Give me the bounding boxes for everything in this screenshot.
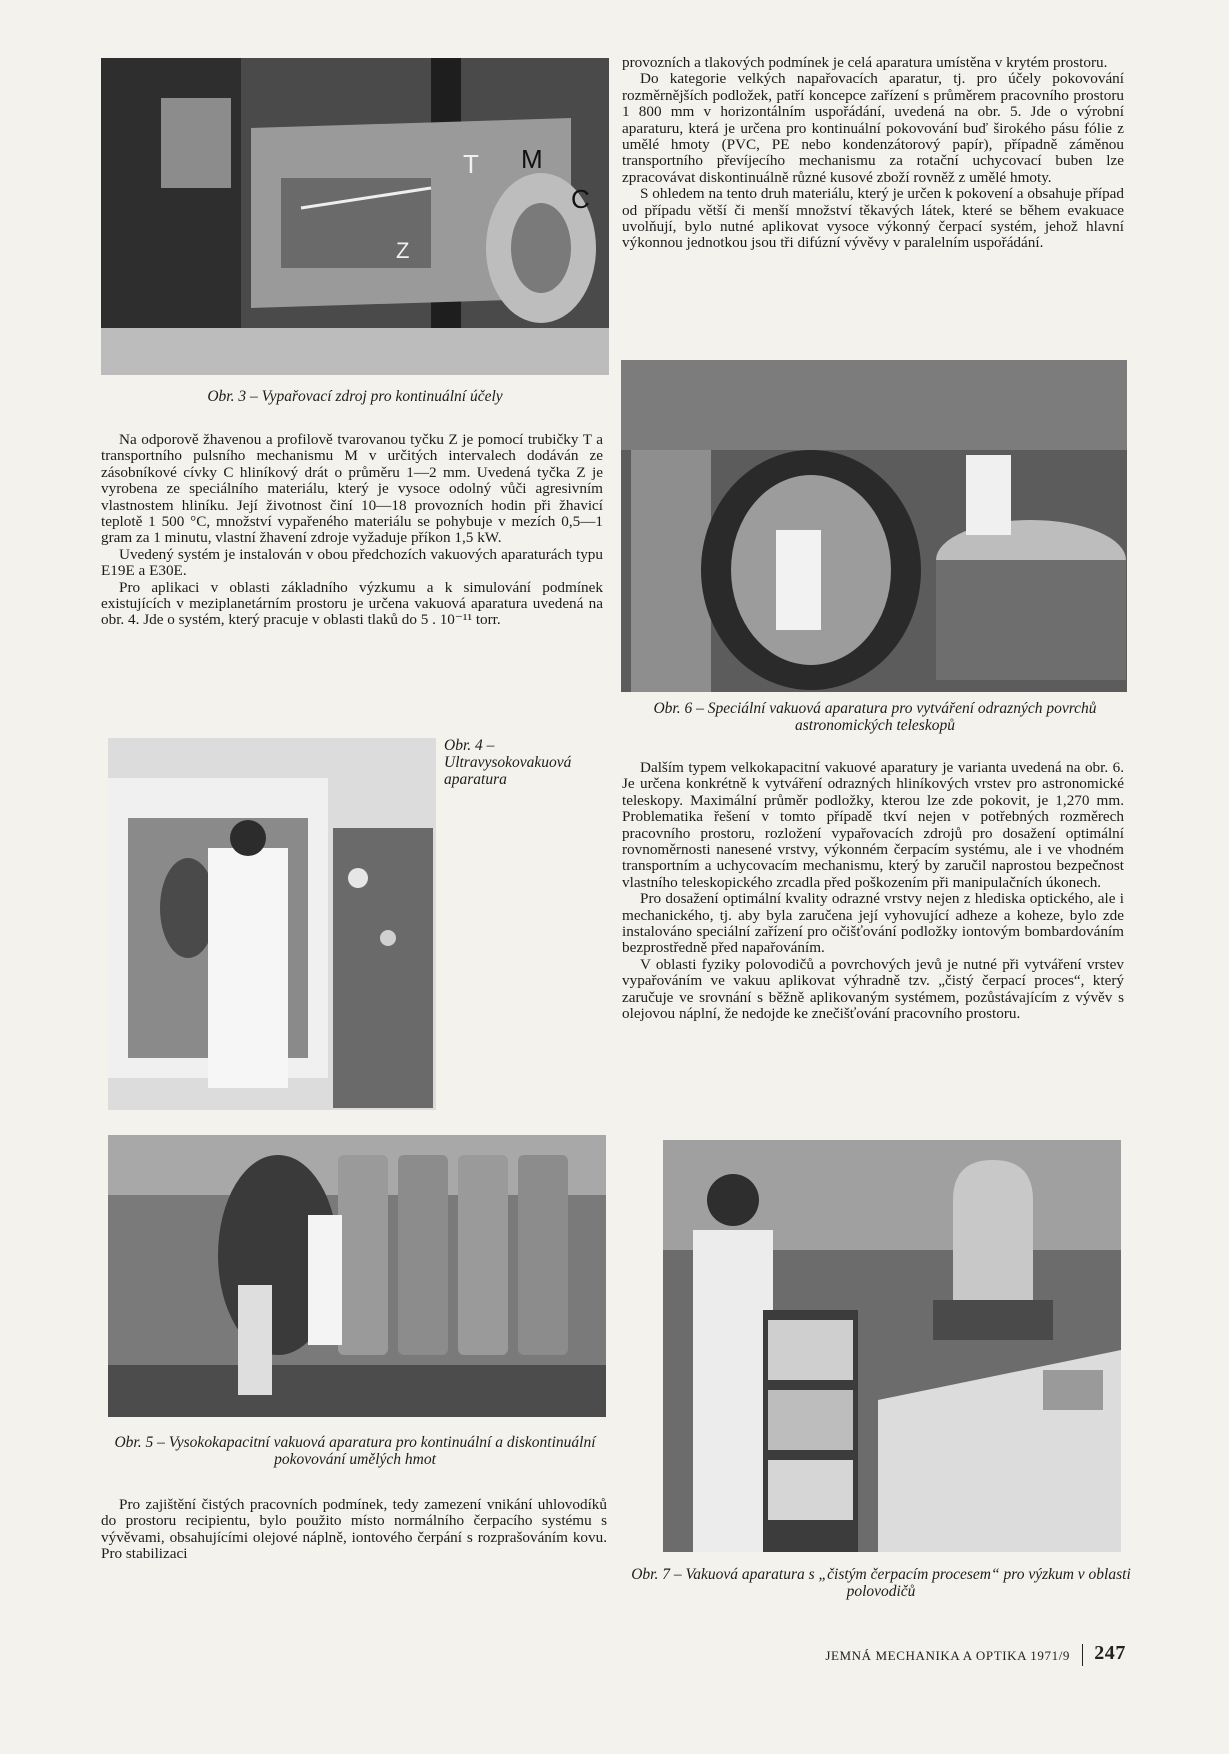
fig4-photo <box>108 738 436 1110</box>
page-footer <box>820 1642 1140 1668</box>
paragraph: provozních a tlakových podmínek je celá aparatura umístěna v krytém prostoru. <box>622 54 1108 71</box>
fig3-label-t: T <box>463 149 479 179</box>
footer-divider <box>1082 1644 1084 1666</box>
fig3-label-m: M <box>521 144 543 174</box>
fig6-caption: Obr. 6 – Speciální vakuová aparatura pro vytváření odrazných povrchů astronomických teleskopů <box>653 700 1097 734</box>
fig4-caption: Obr. 4 – Ultravysokovakuová aparatura <box>444 737 572 788</box>
fig3-caption: Obr. 3 – Vypařovací zdroj pro kontinuální účely <box>207 388 503 405</box>
fig5-photo <box>108 1135 606 1417</box>
fig3-photo <box>101 58 609 375</box>
fig7-photo <box>663 1140 1121 1552</box>
paragraph: V oblasti fyziky polovodičů a povrchových jevů je nutné při vytváření vrstev vypařováním ve vakuu aplikovat výhradně tzv. „čistý čerpací proces“, který zaručuje ve srovnání s běžně aplikovaným systémem, pozůstávajícím z vývěv s olejovou náplní, že nedojde ke znečišťování pracovního prostoru. <box>622 955 1124 1023</box>
fig5-illustration <box>108 1135 606 1417</box>
fig5-caption: Obr. 5 – Vysokokapacitní vakuová aparatura pro kontinuální a diskontinuální pokovování umělých hmot <box>114 1434 596 1468</box>
journal-title: JEMNÁ MECHANIKA A OPTIKA 1971/9 <box>825 1648 1070 1663</box>
left-column-middle-text <box>101 432 603 629</box>
paragraph: Na odporově žhavenou a profilově tvarovanou tyčku Z je pomocí trubičky T a transportního pulsního mechanismu M v určitých intervalech dodáván ze zásobníkové cívky C hliníkový drát o průměru 1—2 mm. Uvedená tyčka Z je vyrobena ze speciálního materiálu, který je vysoce odolný vůči agresivním vlastnostem hliníku. Její životnost činí 10—18 provozních hodin při žhavicí teplotě 1 500 °C, množství vypařeného materiálu se pohybuje v mezích 0,5—1 gram za 1 minutu, vlastní žhavení zdroje vyžaduje příkon 1,5 kW. <box>101 431 603 547</box>
paragraph: Dalším typem velkokapacitní vakuové aparatury je varianta uvedená na obr. 6. Je určena konkrétně k vytváření odrazných hliníkových vrstev pro astronomické teleskopy. Maximální průměr podložky, kterou lze zde pokovit, je 1,270 mm. Problematika řešení v tomto případě tkví nejen v potřebných rozměrech pracovního prostoru, rozložení vypařovacích zdrojů pro dosažení optimální rovnoměrnosti nanesené vrstvy, výkonném čerpacím systému, ale i ve vhodném transportním a uchycovacím mechanismu, který by zaručil naprostou bezpečnost vlastního teleskopického zrcadla před poškozením při manipulačních úkonech. <box>622 759 1124 891</box>
paragraph: Do kategorie velkých napařovacích aparatur, tj. pro účely pokovování rozměrnějších podložek, patří koncepce zařízení s průměrem pracovního prostoru 1 800 mm v horizontálním uspořádání, uvedená na obr. 5. Jde o výrobní aparaturu, která je určena pro kontinuální pokovování buď širokého pásu fólie z umělé hmoty (PVC, PE nebo kondenzátorový papír), případně záměnou transportního převíjecího mechanismu za rotační uchycovací buben lze zpracovávat diskontinuálně různé kusové zboží rovněž z umělé hmoty. <box>622 70 1124 186</box>
left-column-bottom-text <box>101 1497 607 1563</box>
right-column-top-text <box>622 55 1124 252</box>
paragraph: Uvedený systém je instalován v obou předchozích vakuových aparaturách typu E19E a E30E. <box>101 545 603 580</box>
fig3-label-z: Z <box>396 238 410 263</box>
fig6-illustration <box>621 360 1127 692</box>
paragraph: Pro zajištění čistých pracovních podmínek, tedy zamezení vnikání uhlovodíků do prostoru recipientu, bylo použito místo normálního čerpacího systému s vývěvami, obsahujícími olejové náplně, iontového čerpání s rozprašováním kovu. Pro stabilizaci <box>101 1496 607 1563</box>
fig7-caption: Obr. 7 – Vakuová aparatura s „čistým čerpacím procesem“ pro výzkum v oblasti polovodičů <box>631 1566 1131 1600</box>
page-number: 247 <box>1094 1642 1126 1664</box>
fig7-illustration <box>663 1140 1121 1552</box>
fig3-illustration <box>101 58 609 375</box>
paragraph: Pro dosažení optimální kvality odrazné vrstvy nejen z hlediska optického, ale i mechanického, tj. aby byla zaručena její vyhovující adheze a koheze, bylo zde instalováno speciální zařízení pro očišťování podložky iontovým bombardováním bezprostředně před napařováním. <box>622 890 1124 957</box>
paragraph: Pro aplikaci v oblasti základního výzkumu a k simulování podmínek existujících v meziplanetárním prostoru je určena vakuová aparatura uvedená na obr. 4. Jde o systém, který pracuje v oblasti tlaků do 5 . 10⁻¹¹ torr. <box>101 578 603 629</box>
fig3-label-c: C <box>571 184 590 214</box>
paragraph: S ohledem na tento druh materiálu, který je určen k pokovení a obsahuje případ od případu větší či menší množství těkavých látek, které se během evakuace uvolňují, bylo nutné aplikovat vysoce výkonný čerpací systém, jehož hlavní výkonnou jednotkou jsou tři difúzní vývěvy v paralelním uspořádání. <box>622 185 1124 252</box>
right-column-middle-text <box>622 760 1124 1023</box>
fig4-illustration <box>108 738 436 1110</box>
fig6-photo <box>621 360 1127 692</box>
